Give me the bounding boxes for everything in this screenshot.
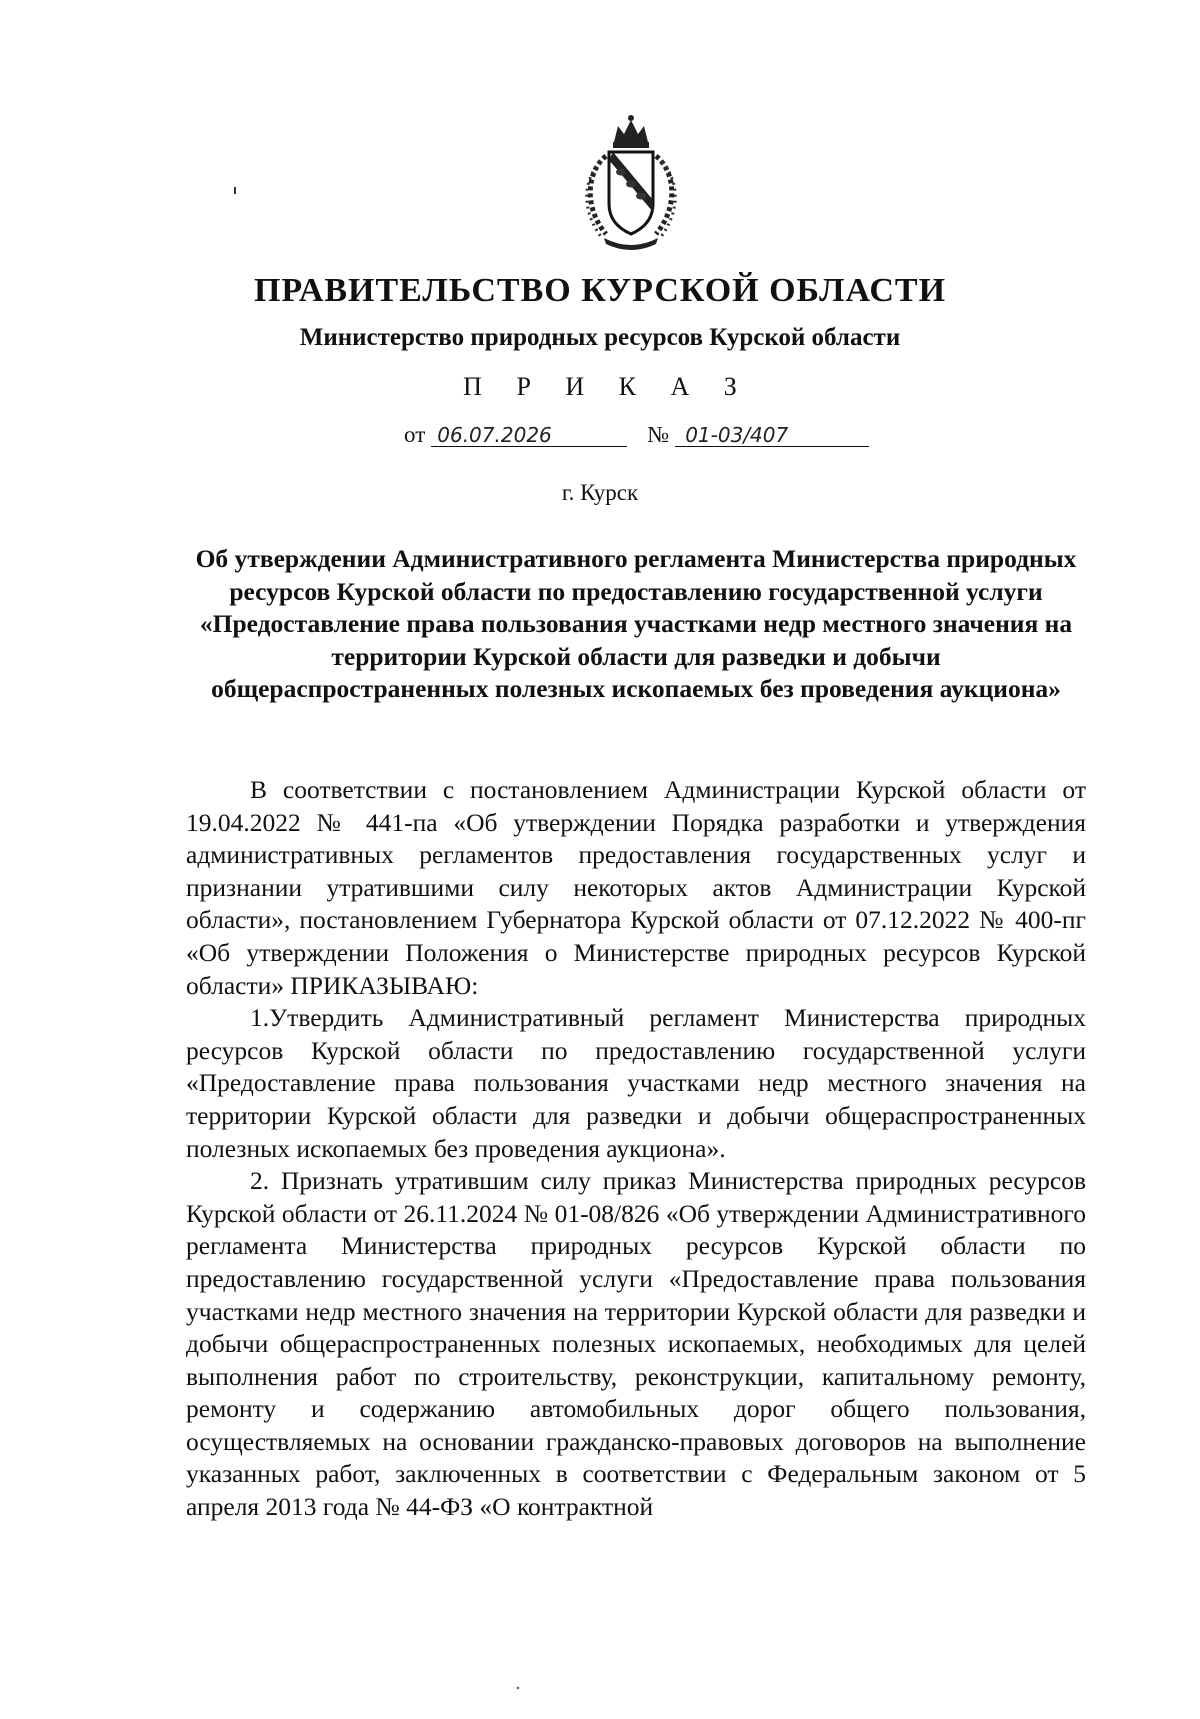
order-date: 06.07.2026 [431, 424, 627, 447]
number-label: № [647, 422, 670, 447]
date-label: от [404, 422, 426, 447]
order-date-number-line [404, 422, 869, 448]
order-number: 01-03/407 [675, 424, 869, 447]
city: г. Курск [561, 480, 639, 505]
scan-speck [516, 1686, 520, 1690]
document-type: П Р И К А З [463, 372, 751, 401]
body-paragraph-3: 2. Признать утратившим силу приказ Министерства природных ресурсов Курской области от 26.11.2024 № 01-08/826 «Об утверждении Административного регламента Министерства природных ресурсов Курской области по предоставлению государственной услуги «Предоставление права пользования участками недр местного значения на территории Курской области для разведки и добычи общераспространенных полезных ископаемых, необходимых для целей выполнения работ по строительству, реконструкции, капитальному ремонту, ремонту и содержанию автомобильных дорог общего пользования, осуществляемых на основании гражданско-правовых договоров на выполнение указанных работ, заключенных в соответствии с Федеральным законом от 5 апреля 2013 года № 44-ФЗ «О контрактной [186, 1166, 1086, 1522]
order-body [186, 774, 1086, 1524]
government-title: ПРАВИТЕЛЬСТВО КУРСКОЙ ОБЛАСТИ [253, 272, 947, 309]
order-title: Об утверждении Административного регламента Министерства природных ресурсов Курской области по предоставлению государственной услуги «Предоставление права пользования участками недр местного значения на территории Курской области для разведки и добычи общераспространенных полезных ископаемых без проведения аукциона» [195, 544, 1077, 703]
ministry-name: Министерство природных ресурсов Курской области [299, 324, 901, 351]
body-paragraph-2: 1.Утвердить Административный регламент Министерства природных ресурсов Курской области по предоставлению государственной услуги «Предоставление права пользования участками недр местного значения на территории Курской области для разведки и добычи общераспространенных полезных ископаемых без проведения аукциона». [186, 1003, 1086, 1163]
scan-speck [232, 186, 238, 196]
body-paragraph-1: В соответствии с постановлением Администрации Курской области от 19.04.2022 № 441-па «Об утверждении Порядка разработки и утверждения административных регламентов предоставления государственных услуг и признании утратившими силу некоторых актов Администрации Курской области», постановлением Губернатора Курской области от 07.12.2022 № 400-пг «Об утверждении Положения о Министерстве природных ресурсов Курской области» ПРИКАЗЫВАЮ: [186, 775, 1086, 1000]
kursk-coat-of-arms-icon [576, 112, 686, 252]
